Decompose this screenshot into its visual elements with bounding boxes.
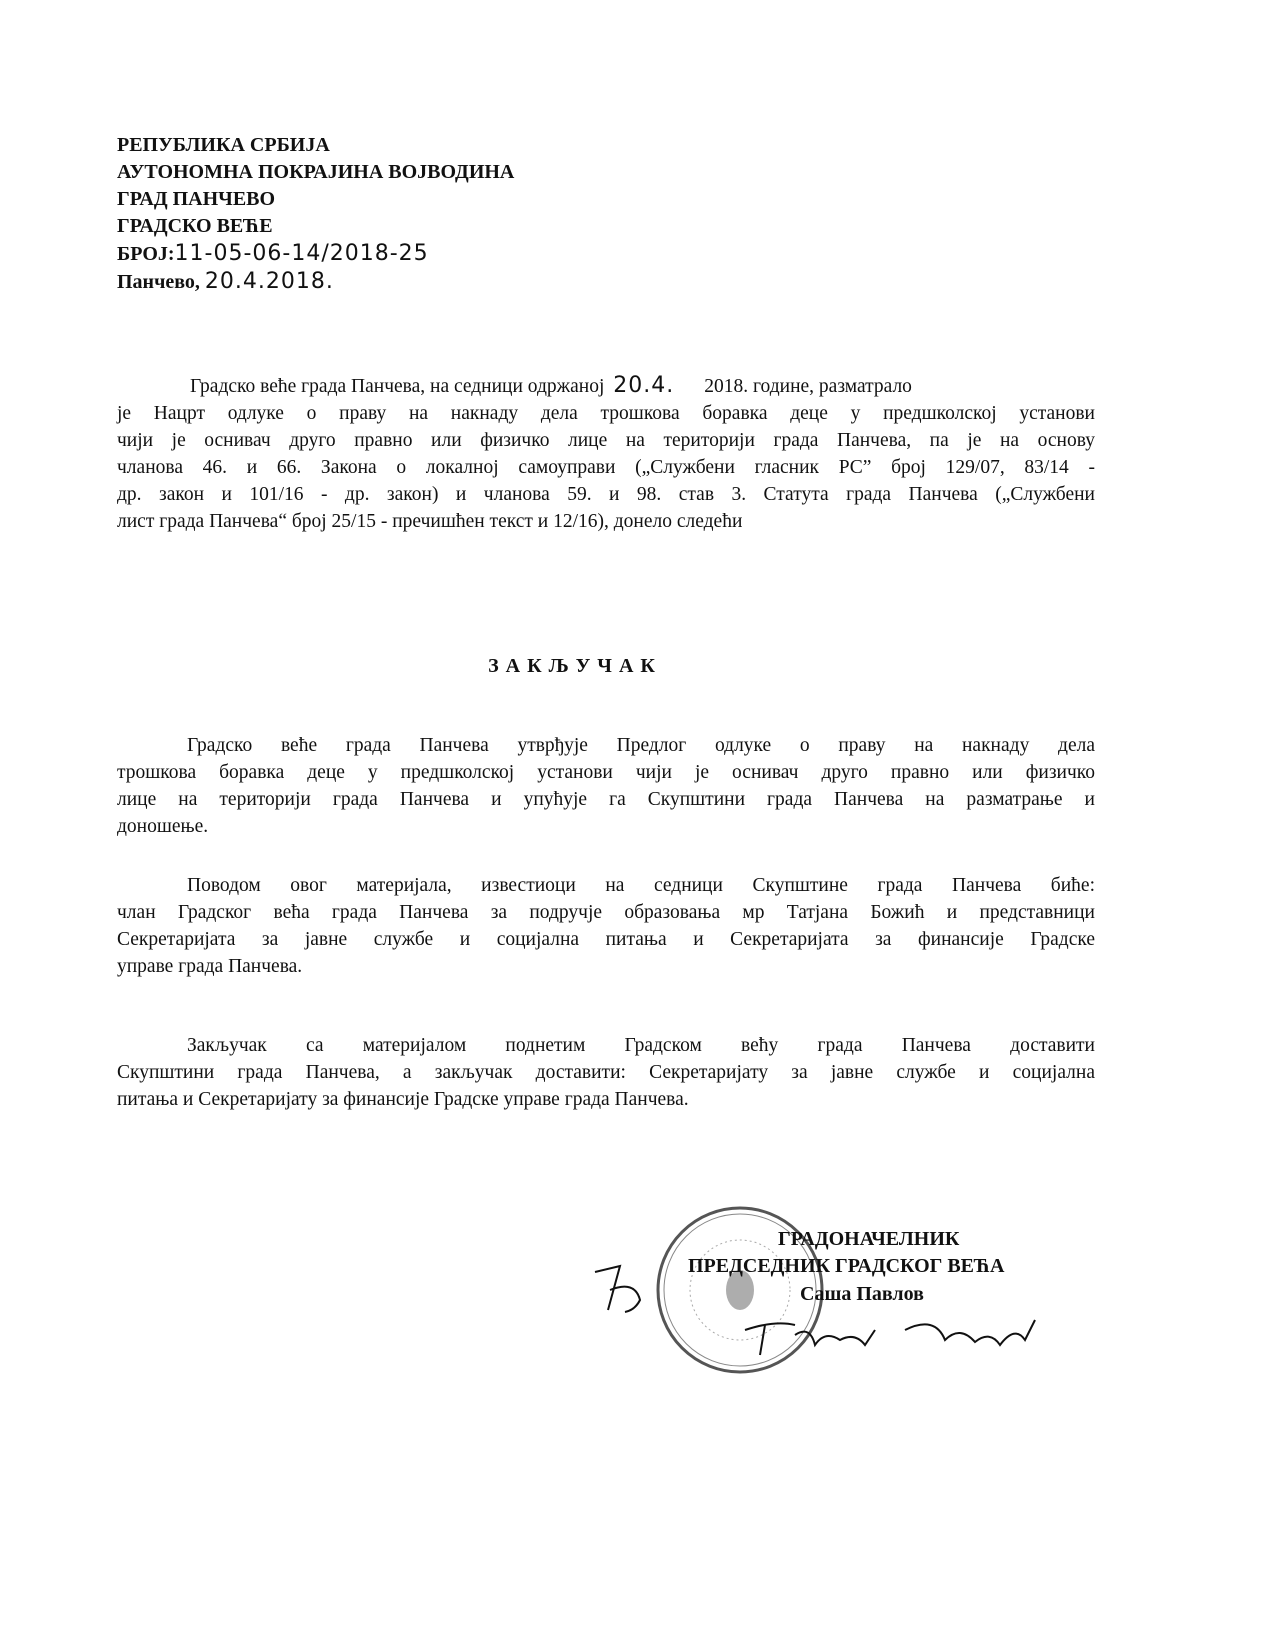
intro-line: чланова 46. и 66. Закона о локалној самоуправи („Службени гласник РС” број 129/07, 83/14 - [117, 457, 1095, 478]
paragraph-line: трошкова боравка деце у предшколској установи чији је оснивач друго правно или физичко [117, 762, 1095, 783]
paragraph-line: питања и Секретаријату за финансије Градске управе града Панчева. [117, 1089, 689, 1110]
handwritten-initials [590, 1260, 650, 1320]
paragraph-line: Скупштини града Панчева, а закључак доставити: Секретаријату за јавне службе и социјална [117, 1062, 1095, 1083]
paragraph-line: Поводом овог материјала, известиоци на седници Скупштине града Панчева биће: [187, 875, 1095, 896]
document-title: ЗАКЉУЧАК [488, 655, 662, 677]
paragraph-line: Градско веће града Панчева утврђује Предлог одлуке о праву на накнаду дела [187, 735, 1095, 756]
document-header [117, 132, 514, 296]
paragraph-line: лице на територији града Панчева и упућује га Скупштини града Панчева на разматрање и [117, 789, 1095, 810]
paragraph-line: Закључак са материјалом поднетим Градском већу града Панчева доставити [187, 1035, 1095, 1056]
paragraph-line: доношење. [117, 816, 209, 837]
number-label: БРОЈ: [117, 243, 175, 265]
conclusion-paragraph-1 [117, 732, 1095, 840]
handwritten-session-date: 20.4. [613, 373, 675, 398]
paragraph-line: члан Градског већа града Панчева за подручје образовања мр Татјана Божић и представници [117, 902, 1095, 923]
conclusion-paragraph-3 [117, 1032, 1095, 1113]
header-line: АУТОНОМНА ПОКРАЈИНА ВОЈВОДИНА [117, 161, 515, 183]
header-line: ГРАДСКО ВЕЋЕ [117, 215, 273, 237]
handwritten-signature [735, 1310, 1055, 1360]
document-number [117, 240, 514, 268]
header-line: ГРАД ПАНЧЕВО [117, 188, 276, 210]
intro-line: др. закон и 101/16 - др. закон) и чланова 59. и 98. став 3. Статута града Панчева („Службени [117, 484, 1095, 505]
signature-title-mayor: ГРАДОНАЧЕЛНИК [778, 1228, 960, 1250]
signature-title-president: ПРЕДСЕДНИК ГРАДСКОГ ВЕЋА [688, 1255, 1005, 1277]
intro-line: је Нацрт одлуке о праву на накнаду дела трошкова боравка деце у предшколској установи [117, 403, 1095, 424]
signature-name: Саша Павлов [800, 1283, 924, 1305]
header-line: РЕПУБЛИКА СРБИЈА [117, 134, 330, 156]
paragraph-line: Секретаријата за јавне службе и социјална питања и Секретаријата за финансије Градске [117, 929, 1095, 950]
document-place-date [117, 268, 514, 296]
intro-line: Градско веће града Панчева, на седници одржаној 20.4. 2018. године, разматрало [190, 373, 912, 398]
intro-paragraph [117, 372, 1095, 535]
handwritten-date: 20.4.2018. [204, 269, 334, 294]
intro-line: чији је оснивач друго правно или физичко лице на територији града Панчева, па је на основу [117, 430, 1095, 451]
handwritten-number: 11-05-06-14/2018-25 [174, 241, 429, 266]
intro-line: лист града Панчева“ број 25/15 - пречишћен текст и 12/16), донело следећи [117, 511, 743, 532]
place-label: Панчево, [117, 271, 200, 293]
paragraph-line: управе града Панчева. [117, 956, 303, 977]
conclusion-paragraph-2 [117, 872, 1095, 980]
